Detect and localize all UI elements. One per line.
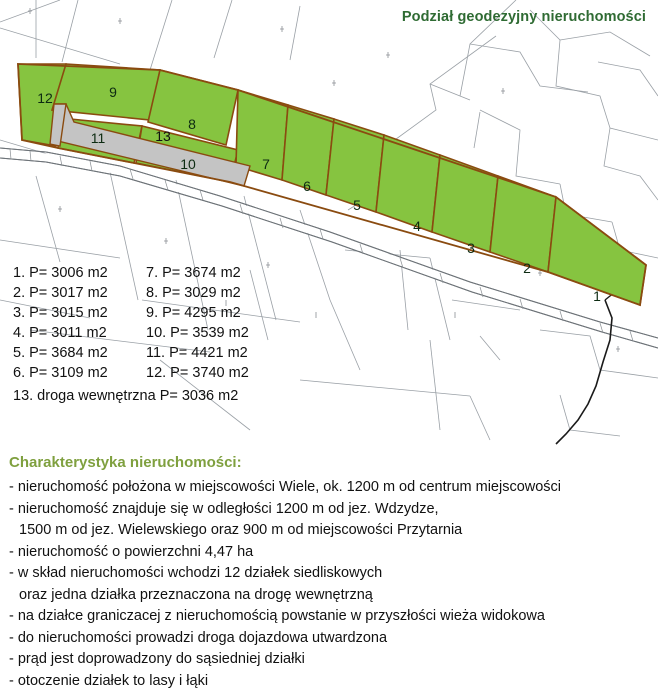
parcel-label-1: 1 [593, 288, 601, 304]
characteristics-line: - w skład nieruchomości wchodzi 12 działek siedliskowych [9, 563, 629, 585]
area-row [13, 303, 343, 323]
characteristics-heading: Charakterystyka nieruchomości: [9, 452, 629, 474]
area-item-8: 8. P= 3029 m2 [146, 283, 241, 303]
parcel-label-2: 2 [523, 260, 531, 276]
parcel-label-5: 5 [353, 197, 361, 213]
area-item-11: 11. P= 4421 m2 [146, 343, 248, 363]
area-item-7: 7. P= 3674 m2 [146, 263, 241, 283]
property-characteristics-section [9, 452, 629, 692]
parcel-areas-legend [13, 263, 343, 406]
area-row [13, 263, 343, 283]
area-item-5: 5. P= 3684 m2 [13, 343, 146, 363]
map-title: Podział geodezyjny nieruchomości [402, 9, 646, 25]
characteristics-line: - nieruchomość znajduje się w odległości 1200 m od jez. Wdzydze, [9, 499, 629, 521]
characteristics-line: - nieruchomość o powierzchni 4,47 ha [9, 542, 629, 564]
area-item-13: 13. droga wewnętrzna P= 3036 m2 [13, 383, 343, 406]
area-item-12: 12. P= 3740 m2 [146, 363, 249, 383]
characteristics-line: 1500 m od jez. Wielewskiego oraz 900 m od miejscowości Przytarnia [9, 520, 629, 542]
characteristics-line: - prąd jest doprowadzony do sąsiedniej działki [9, 649, 629, 671]
area-item-3: 3. P= 3015 m2 [13, 303, 146, 323]
parcel-5 [326, 119, 384, 212]
area-item-2: 2. P= 3017 m2 [13, 283, 146, 303]
parcel-3 [432, 155, 498, 252]
parcel-label-7: 7 [262, 156, 270, 172]
area-row [13, 343, 343, 363]
characteristics-line: - nieruchomość położona w miejscowości Wiele, ok. 1200 m od centrum miejscowości [9, 477, 629, 499]
parcel-label-11: 11 [91, 130, 106, 146]
area-item-10: 10. P= 3539 m2 [146, 323, 249, 343]
area-item-6: 6. P= 3109 m2 [13, 363, 146, 383]
parcel-label-12: 12 [37, 90, 53, 106]
parcel-label-13: 13 [155, 128, 171, 144]
characteristics-line: - otoczenie działek to lasy i łąki [9, 671, 629, 692]
area-item-4: 4. P= 3011 m2 [13, 323, 146, 343]
characteristics-line: - na działce graniczacej z nieruchomością powstanie w przyszłości wieża widokowa [9, 606, 629, 628]
parcel-label-3: 3 [467, 240, 475, 256]
parcel-label-6: 6 [303, 178, 311, 194]
parcel-label-9: 9 [109, 84, 117, 100]
parcel-label-10: 10 [180, 156, 196, 172]
area-row [13, 283, 343, 303]
area-row [13, 323, 343, 343]
area-item-1: 1. P= 3006 m2 [13, 263, 146, 283]
parcel-label-4: 4 [413, 218, 421, 234]
parcel-label-8: 8 [188, 116, 196, 132]
characteristics-line: oraz jedna działka przeznaczona na drogę wewnętrzną [9, 585, 629, 607]
area-row [13, 363, 343, 383]
parcel-6 [282, 105, 334, 195]
area-item-9: 9. P= 4295 m2 [146, 303, 241, 323]
characteristics-line: - do nieruchomości prowadzi droga dojazdowa utwardzona [9, 628, 629, 650]
parcel-4 [376, 135, 440, 232]
